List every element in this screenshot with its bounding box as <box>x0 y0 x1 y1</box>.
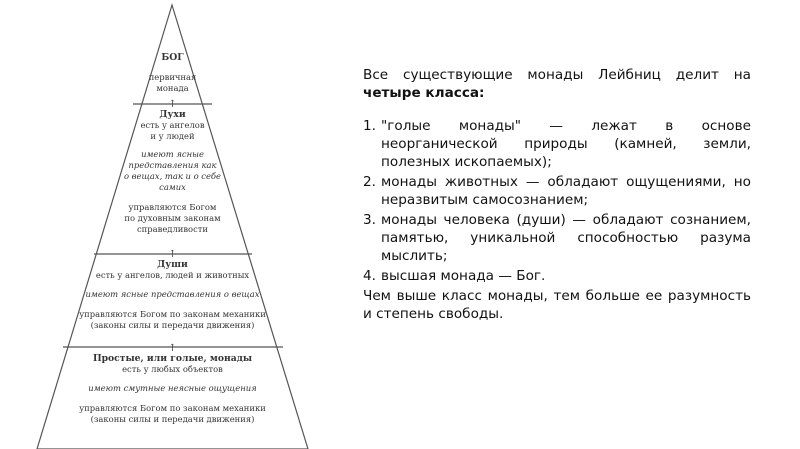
list-text: "голые монады" — лежат в основе неорганической природы (камней, земли, полезных ископаемых); <box>381 118 751 170</box>
conclusion-paragraph: Чем выше класс монады, тем больше ее разумность и степень свободы. <box>363 288 751 322</box>
up-arrow-icon: ↑ <box>168 99 177 110</box>
list-item <box>363 173 751 209</box>
up-arrow-icon: ↑ <box>168 343 177 354</box>
intro-bold-text: четыре класса: <box>363 85 485 101</box>
level-line: есть у ангелов, людей и животных <box>95 270 250 280</box>
level-italic: представления как <box>128 160 217 170</box>
list-text: монады животных — обладают ощущениями, но неразвитым самосознанием; <box>381 174 751 208</box>
list-number: 4. <box>363 268 376 284</box>
level-rule: (законы силы и передачи движения) <box>90 320 255 330</box>
intro-text: Все существующие монады Лейбниц делит на <box>363 67 751 83</box>
level-rule: (законы силы и передачи движения) <box>90 414 255 424</box>
list-number: 2. <box>363 174 376 190</box>
level-title: Простые, или голые, монады <box>92 353 253 364</box>
level-title: Духи <box>159 109 186 120</box>
level-rule: управляются Богом по законам механики <box>79 403 266 413</box>
intro-paragraph <box>363 66 751 102</box>
list-item <box>363 211 751 265</box>
level-title: БОГ <box>161 52 184 63</box>
level-italic: имеют ясные <box>141 149 204 159</box>
level-rule: по духовным законам <box>124 213 221 223</box>
up-arrow-icon: ↑ <box>168 249 177 260</box>
level-title: Души <box>157 259 188 270</box>
list-item <box>363 117 751 171</box>
pyramid-level-god <box>50 52 295 94</box>
pyramid-level-souls <box>50 251 295 331</box>
list-text: высшая монада — Бог. <box>381 268 546 284</box>
level-italic: имеют ясные представления о вещах <box>85 289 260 299</box>
list-number: 1. <box>363 118 376 134</box>
level-line: монада <box>156 83 189 93</box>
level-italic: самих <box>159 182 186 192</box>
level-rule: справедливости <box>136 224 209 234</box>
description-panel <box>363 66 751 323</box>
level-italic: о вещах, так и о себе <box>123 171 222 181</box>
level-line: есть у ангелов <box>140 120 205 130</box>
level-line: и у людей <box>150 131 195 141</box>
level-rule: управляются Богом по законам механики <box>79 309 266 319</box>
list-text: монады человека (души) — обладают сознанием, памятью, уникальной способностью разума мыслить; <box>381 212 751 264</box>
classes-list <box>363 117 751 285</box>
list-item <box>363 267 751 285</box>
pyramid-level-spirits <box>50 101 295 235</box>
level-line: первичная <box>148 72 197 82</box>
pyramid-level-simple-monads <box>50 345 295 425</box>
level-line: есть у любых объектов <box>122 364 223 374</box>
level-italic: имеют смутные неясные ощущения <box>88 383 257 393</box>
level-rule: управляются Богом <box>128 202 217 212</box>
list-number: 3. <box>363 212 376 228</box>
